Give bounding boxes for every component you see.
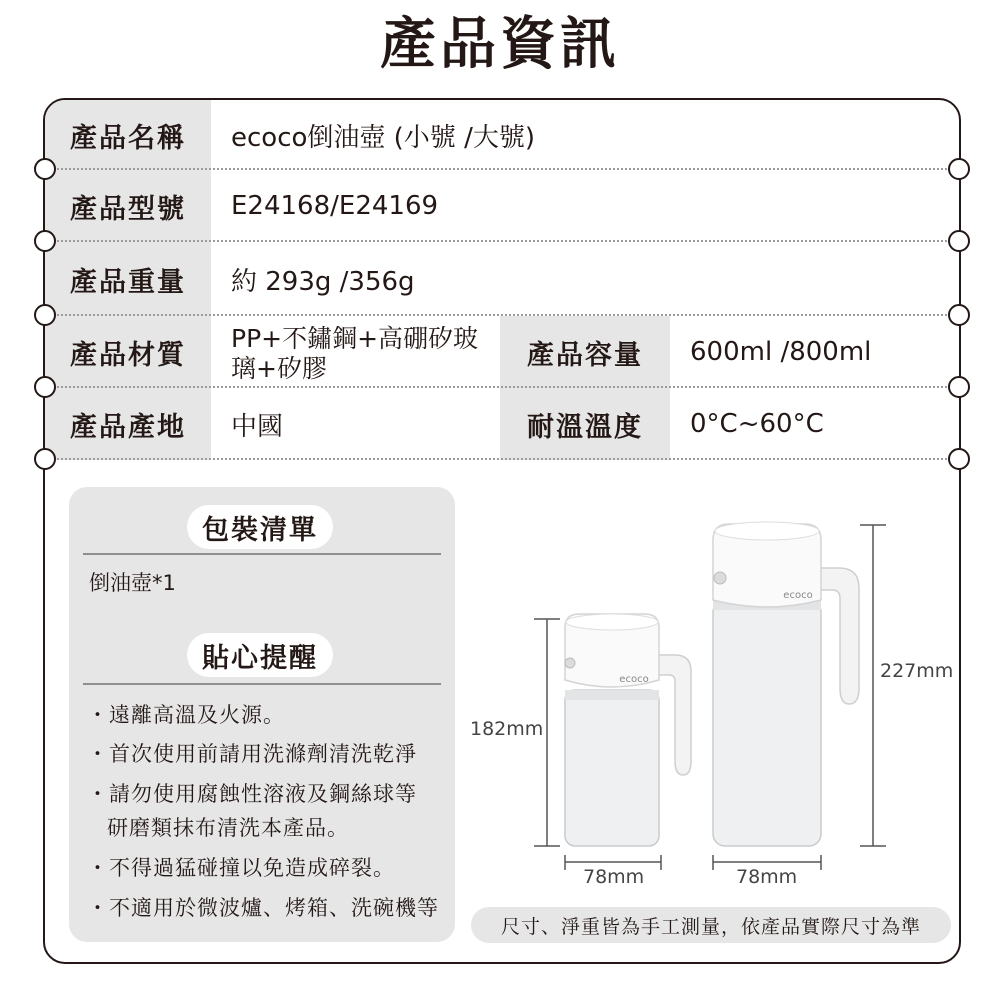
small-width-label: 78mm <box>583 866 645 888</box>
page-title: 產品資訊 <box>380 12 620 77</box>
label-temperature: 耐溫溫度 <box>500 388 670 460</box>
label-name: 產品名稱 <box>45 100 211 170</box>
value-weight: 約 293g /356g <box>231 266 415 297</box>
value-temperature: 0°C~60°C <box>690 409 824 439</box>
tip-item: ・首次使用前請用洗滌劑清洗乾淨 <box>87 742 417 766</box>
small-height-label: 182mm <box>470 718 544 740</box>
value-capacity: 600ml /800ml <box>690 337 872 367</box>
value-origin: 中國 <box>231 411 284 442</box>
tip-item: ・不適用於微波爐、烤箱、洗碗機等 <box>87 896 439 920</box>
tip-item: ・請勿使用腐蝕性溶液及鋼絲球等 <box>87 782 417 806</box>
tip-item: ・遠離高溫及火源。 <box>87 703 285 727</box>
label-model: 產品型號 <box>45 170 211 242</box>
measurement-note: 尺寸、淨重皆為手工測量，依產品實際尺寸為準 <box>471 907 951 943</box>
small-bottle <box>565 614 691 846</box>
value-model: E24168/E24169 <box>231 191 439 221</box>
large-bottle-brand: ecoco <box>783 590 813 601</box>
large-bottle <box>713 522 859 846</box>
label-weight: 產品重量 <box>45 242 211 316</box>
small-bottle-brand: ecoco <box>619 674 649 685</box>
label-origin: 產品產地 <box>45 388 211 460</box>
tips-title: 貼心提醒 <box>187 633 333 677</box>
package-title: 包裝清單 <box>187 505 333 549</box>
value-material-line2: 璃+矽膠 <box>231 354 327 383</box>
large-width-label: 78mm <box>736 866 798 888</box>
large-height-label: 227mm <box>880 660 954 682</box>
value-material-line1: PP+不鏽鋼+高硼矽玻 <box>231 324 479 353</box>
label-capacity: 產品容量 <box>500 316 670 388</box>
tip-item: 研磨類抹布清洗本產品。 <box>107 816 349 840</box>
label-material: 產品材質 <box>45 316 211 388</box>
package-item: 倒油壺*1 <box>89 571 176 595</box>
tip-item: ・不得過猛碰撞以免造成碎裂。 <box>87 856 395 880</box>
value-name: ecoco倒油壺 (小號 /大號) <box>231 122 535 153</box>
